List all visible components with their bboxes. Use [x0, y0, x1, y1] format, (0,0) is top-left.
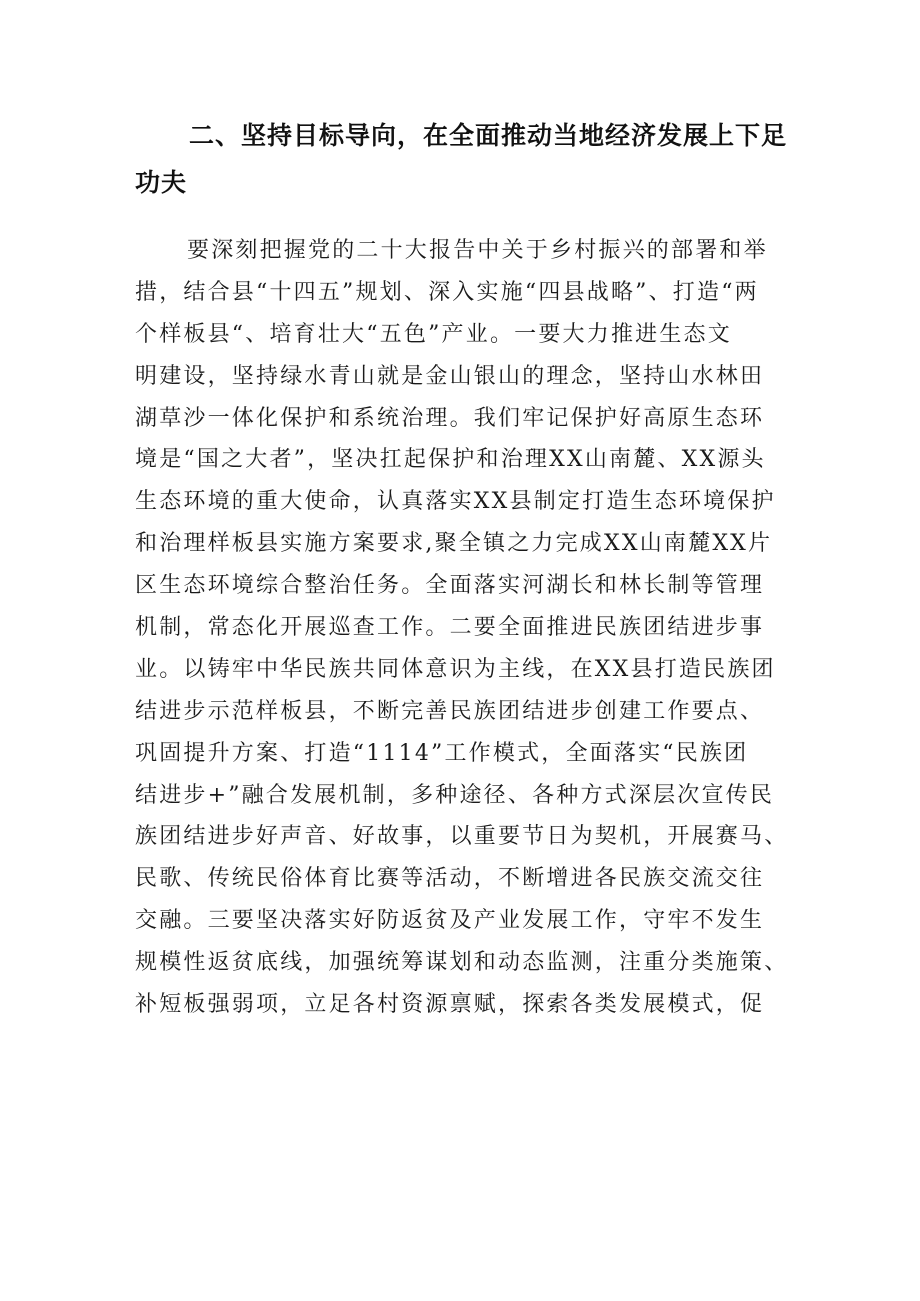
paragraph-line: 区生态环境综合整治任务。全面落实河湖长和林长制等管理	[135, 573, 765, 599]
paragraph-line: 结进步示范样板县，不断完善民族团结进步创建工作要点、	[135, 698, 765, 724]
paragraph-line: 境是“国之大者”，坚决扛起保护和治理XX山南麓、XX源头	[135, 447, 766, 473]
paragraph-line: 族团结进步好声音、好故事，以重要节日为契机，开展赛马、	[135, 824, 789, 850]
paragraph-line: 生态环境的重大使命，认真落实XX县制定打造生态环境保护	[135, 489, 776, 515]
paragraph-line: 湖草沙一体化保护和系统治理。我们牢记保护好高原生态环	[135, 405, 765, 431]
paragraph-line: 机制，常态化开展巡查工作。二要全面推进民族团结进步事	[135, 615, 765, 641]
paragraph-line: 民歌、传统民俗体育比赛等活动，不断增进各民族交流交往	[135, 866, 765, 892]
paragraph-line: 措，结合县“十四五”规划、深入实施“四县战略”、打造“两	[135, 279, 759, 305]
paragraph-line: 要深刻把握党的二十大报告中关于乡村振兴的部署和举	[187, 238, 768, 263]
paragraph-line: 巩固提升方案、打造“1114”工作模式，全面落实“民族团	[135, 740, 749, 766]
section-heading: 二、坚持目标导向，在全面推动当地经济发展上下足功夫	[135, 121, 788, 197]
paragraph-line: 补短板强弱项，立足各村资源禀赋，探索各类发展模式，促	[135, 992, 765, 1018]
paragraph-line: 业。以铸牢中华民族共同体意识为主线，在XX县打造民族团	[135, 656, 776, 682]
paragraph-line: 明建设，坚持绿水青山就是金山银山的理念，坚持山水林田	[135, 363, 765, 389]
paragraph-line: 交融。三要坚决落实好防返贫及产业发展工作，守牢不发生	[135, 908, 765, 934]
paragraph-line: 结进步+”融合发展机制，多种途径、各种方式深层次宣传民	[135, 782, 775, 808]
body-paragraph	[135, 230, 815, 1026]
paragraph-line: 规模性返贫底线，加强统筹谋划和动态监测，注重分类施策、	[135, 950, 789, 976]
paragraph-line: 和治理样板县实施方案要求,聚全镇之力完成XX山南麓XX片	[135, 531, 773, 557]
paragraph-line: 个样板县“、培育壮大“五色”产业。一要大力推进生态文	[135, 321, 732, 347]
